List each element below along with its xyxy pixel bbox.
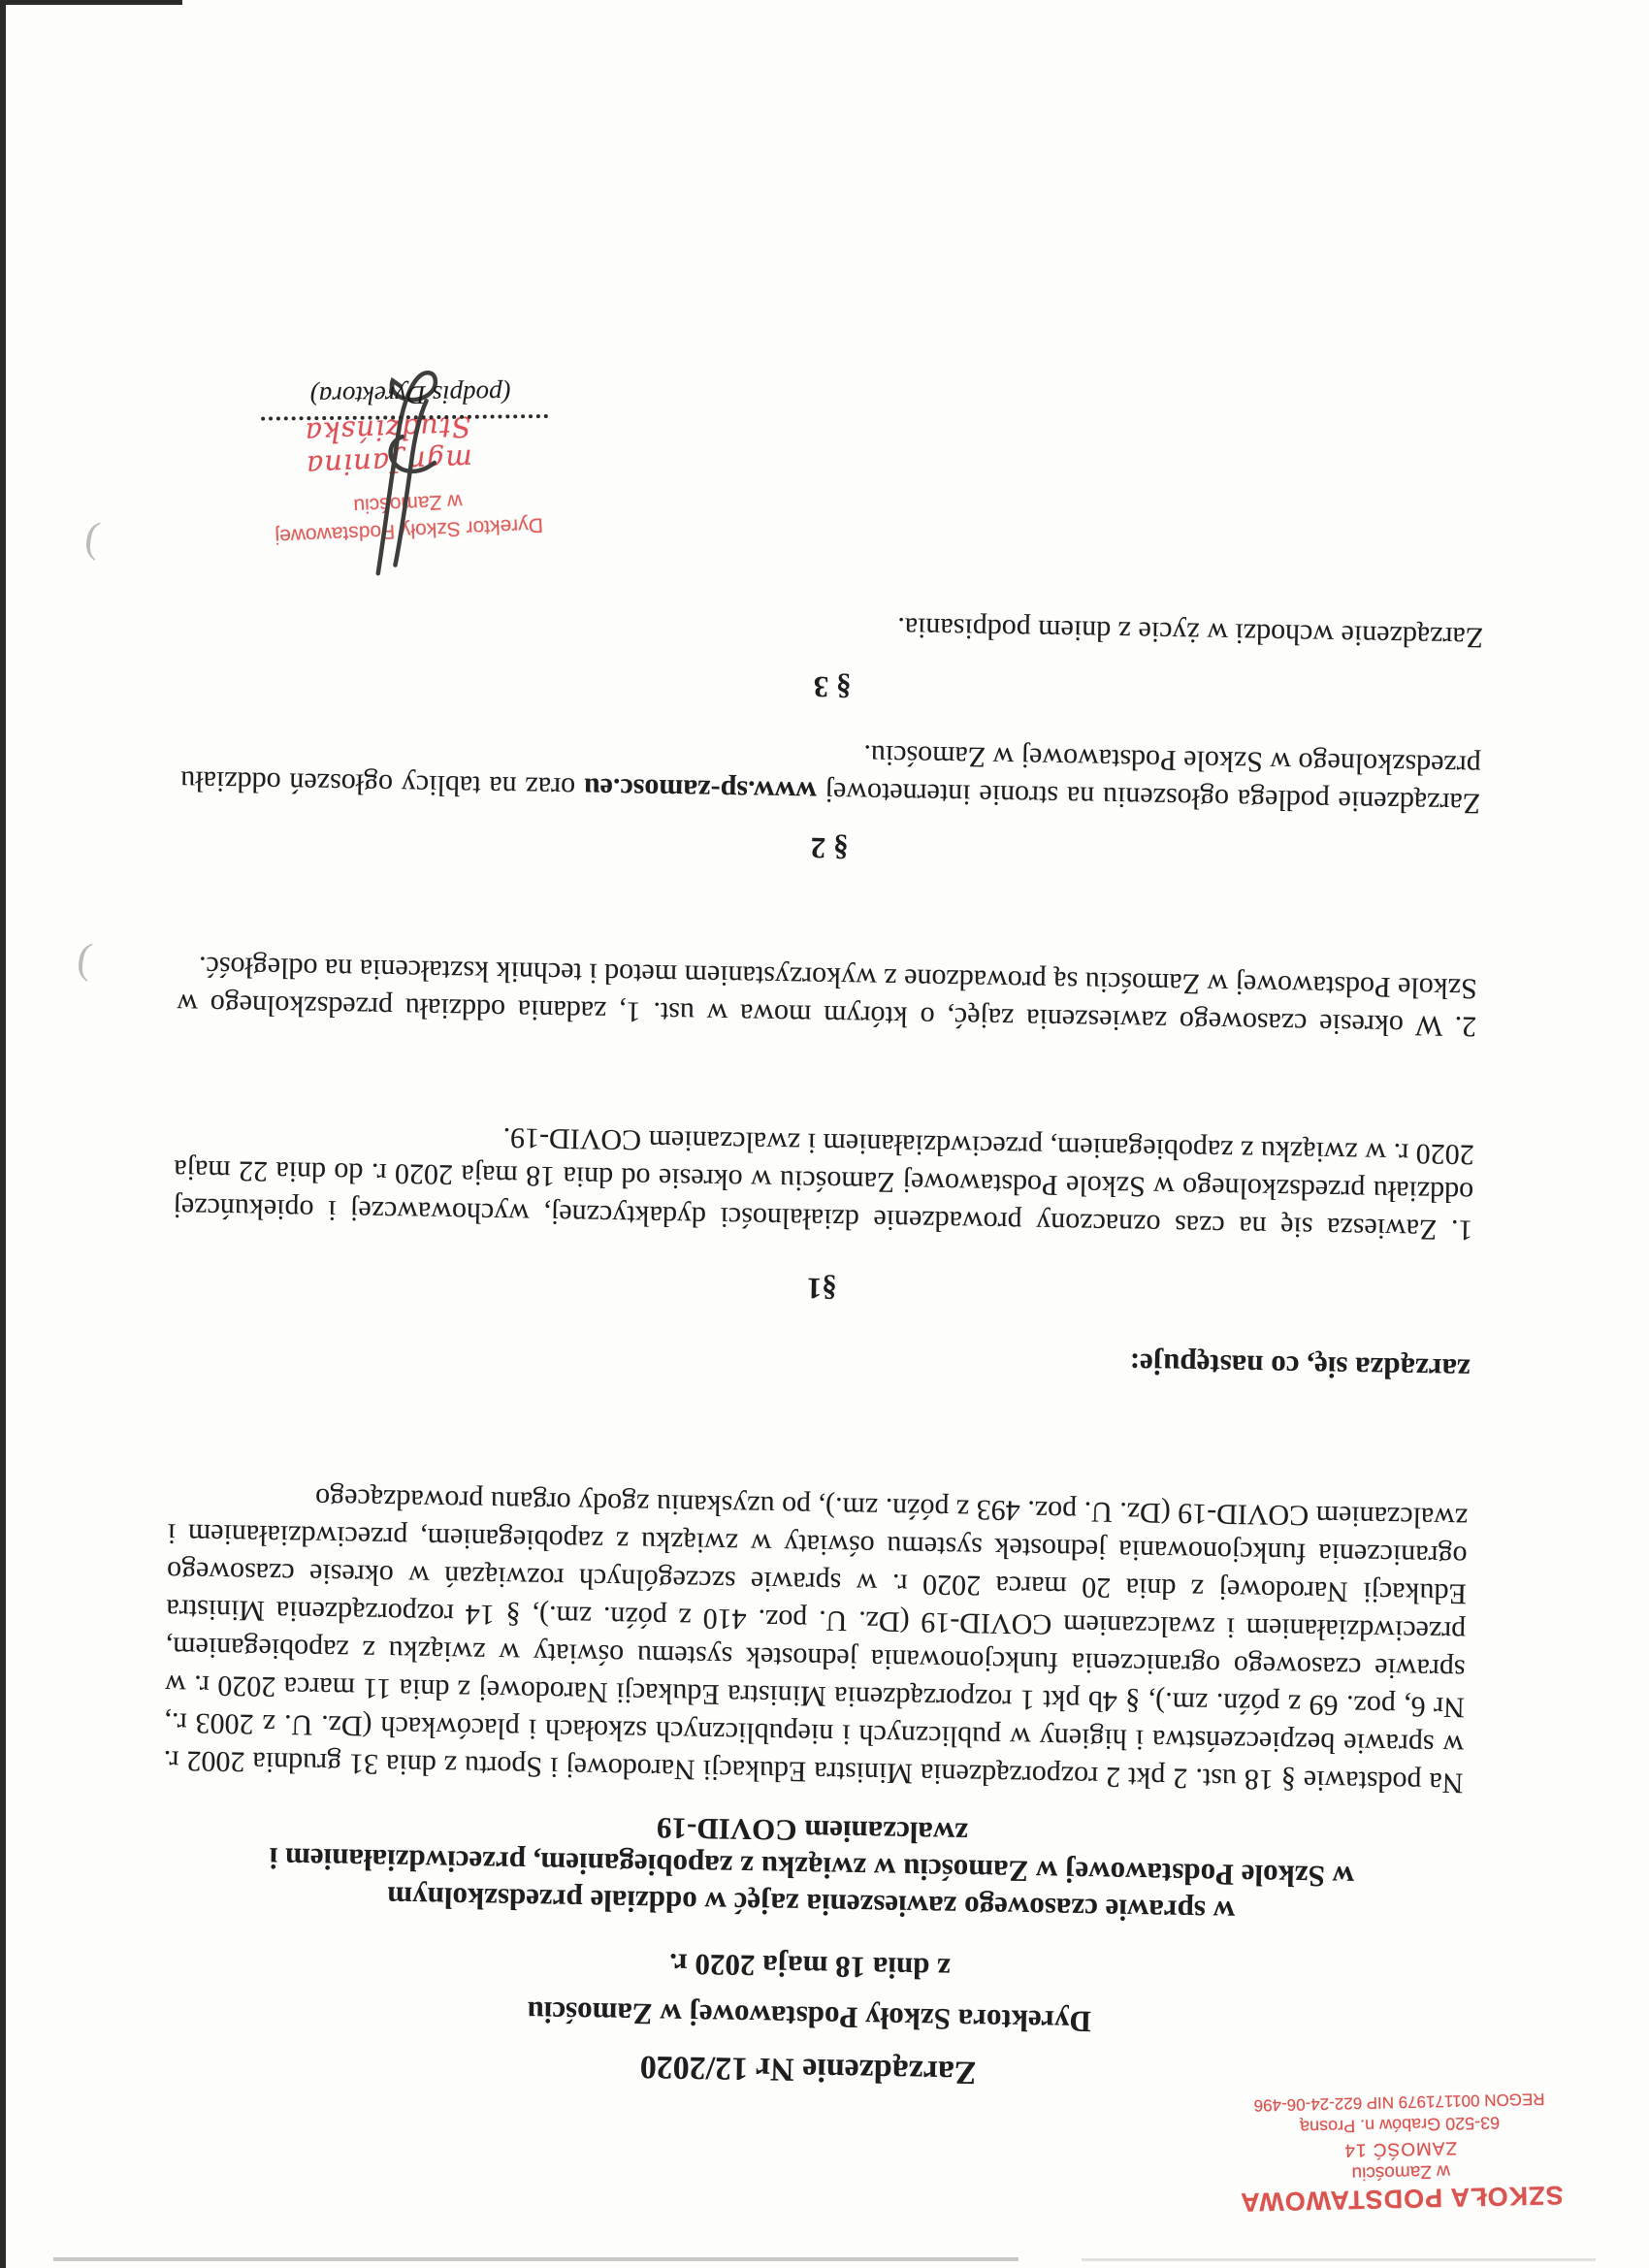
- scan-streak-bottom-right: [1082, 2258, 1596, 2261]
- subject-line-2: w Szkole Podstawowej w Zamościu w związku z zapobieganiem, przeciwdziałaniem i: [269, 1841, 1355, 1895]
- school-stamp-city: w Zamościu: [1351, 2160, 1451, 2184]
- section1-heading: §1: [806, 1271, 838, 1307]
- school-stamp-address1: ZAMOŚĆ 14: [1343, 2137, 1458, 2160]
- document-title: Zarządzenie Nr 12/2020: [639, 2048, 977, 2090]
- subject-line-3: zwalczaniem COVID-19: [656, 1811, 969, 1851]
- scan-edge-top: [0, 0, 182, 5]
- scan-edge-left: [0, 0, 6, 2268]
- section2-heading: § 2: [810, 830, 849, 866]
- ordains-line: zarządza się, co następuje:: [1129, 1346, 1471, 1387]
- school-stamp-address2: 63-520 Grabów n. Prosną: [1299, 2113, 1501, 2137]
- document-subject: [161, 1800, 1463, 1933]
- director-stamp-line-1: Dyrektor Szkoły Podstawowej: [275, 513, 544, 548]
- section2-body: [180, 724, 1481, 822]
- section2-body-post: oraz na tablicy ogłoszeń oddziału przedszkolnego w Szkole Podstawowej w Zamościu.: [179, 738, 1482, 804]
- signed-name: mgr Janina Studzińska: [304, 409, 473, 483]
- page-curl-mark-1: (: [81, 512, 103, 562]
- section3-heading: § 3: [813, 669, 852, 705]
- director-stamp-line-2: w Zamościu: [352, 489, 463, 517]
- section2-body-pre: Zarządzenie podlega ogłoszeniu na stronie internetowej: [816, 775, 1481, 820]
- scan-streak-bottom: [53, 2257, 1018, 2261]
- school-stamp-regon-nip: REGON 001171979 NIP 622-24-06-496: [1253, 2090, 1545, 2115]
- section1-point2: 2. W okresie czasowego zawieszenia zajęć, o którym mowa w ust. 1, zadania oddziału przedszkolnego w Szkole Podstawowej w Zamościu są prowadzone z wykorzystaniem metod i technik kształcenia na odległość.: [176, 950, 1478, 1043]
- signature-block: [204, 379, 611, 557]
- legal-basis-paragraph: Na podstawie § 18 ust. 2 pkt 2 rozporządzenia Ministra Edukacji Narodowej i Sportu z dnia 31 grudnia 2002 r. w sprawie bezpieczeństwa i higieny w publicznych i niepublicznych szkołach i placówkach (Dz. U. z 2003 r., Nr 6, poz. 69 z późn. zm.), § 4b pkt 1 rozporządzenia Ministra Edukacji Narodowej z dnia 11 marca 2020 r. w sprawie czasowego ograniczenia funkcjonowania jednostek systemu oświaty w związku z zapobieganiem, przeciwdziałaniem i zwalczaniem COVID-19 (Dz. U. poz. 410 z późn. zm.), § 14 rozporządzenia Ministra Edukacji Narodowej z dnia 20 marca 2020 r. w sprawie szczególnych rozwiązań w okresie czasowego ograniczenia funkcjonowania jednostek systemu oświaty w związku z zapobieganiem, przeciwdziałaniem i zwalczaniem COVID-19 (Dz. U. poz. 493 z późn. zm.), po uzyskaniu zgody organu prowadzącego: [163, 1481, 1469, 1799]
- section3-body: Zarządzenie wchodzi w życie z dniem podpisania.: [896, 611, 1484, 654]
- page-curl-mark-2: (: [74, 933, 95, 983]
- document-issuer: Dyrektora Szkoły Podstawowej w Zamościu: [527, 1994, 1092, 2039]
- signature-caption: (podpis Dyrektora): [309, 379, 511, 411]
- school-stamp-name: SZKOŁA PODSTAWOWA: [1239, 2180, 1564, 2218]
- website-text: www.sp-zamosc.eu: [583, 771, 818, 808]
- document-date: z dnia 18 maja 2020 r.: [668, 1947, 952, 1987]
- section1-point1: 1. Zawiesza się na czas oznaczony prowadzenie działalności dydaktycznej, wychowawczej i opiekuńczej oddziału przedszkolnego w Szkole Podstawowej Zamościu w okresie od dnia 18 maja 2020 r. do dnia 22 maja 2020 r. w związku z zapobieganiem, przeciwdziałaniem i zwalczaniem COVID-19.: [173, 1121, 1475, 1247]
- subject-line-1: w sprawie czasowego zawieszenia zajęć w oddziale przedszkolnym: [386, 1880, 1236, 1929]
- school-stamp: [1209, 2086, 1592, 2219]
